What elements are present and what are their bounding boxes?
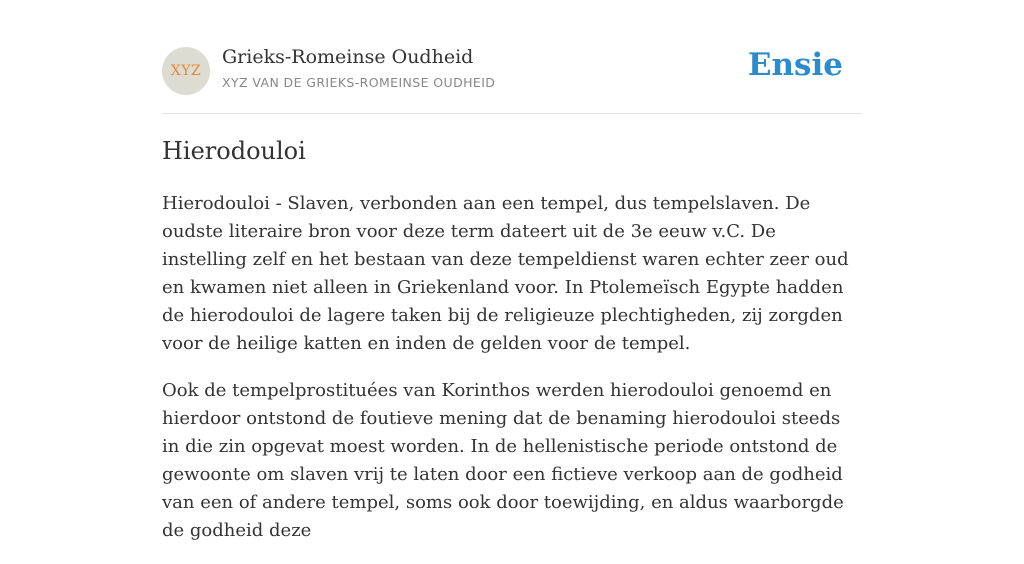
source-title[interactable]: Grieks-Romeinse Oudheid	[222, 46, 474, 68]
article-paragraph: Ook de tempelprostituées van Korinthos werden hierodouloi genoemd en hierdoor ontstond de foutieve mening dat de benaming hierodouloi steeds in die zin opgevat moest worden. In de hellenistische periode ontstond de gewoonte om slaven vrij te laten door een fictieve verkoop aan de godheid van een of andere tempel, soms ook door toewijding, en aldus waarborgde de godheid deze	[162, 380, 844, 541]
content-container	[162, 0, 862, 541]
ensie-logo-link[interactable]: Ensie	[747, 47, 843, 83]
article-paragraph: Hierodouloi - Slaven, verbonden aan een tempel, dus tempelslaven. De oudste literaire bron voor deze term dateert uit de 3e eeuw v.C. De instelling zelf en het bestaan van deze tempeldienst waren echter zeer oud en kwamen niet alleen in Griekenland voor. In Ptolemeïsch Egypte hadden de hierodouloi de lagere taken bij de religieuze plechtigheden, zij zorgden voor de heilige katten en inden de gelden voor de tempel.	[162, 193, 849, 354]
source-avatar[interactable]: XYZ	[162, 47, 210, 95]
article-body	[162, 190, 862, 564]
source-subtitle: XYZ VAN DE GRIEKS-ROMEINSE OUDHEID	[222, 75, 496, 90]
source-header	[162, 0, 862, 114]
article-title: Hierodouloi	[162, 137, 306, 165]
